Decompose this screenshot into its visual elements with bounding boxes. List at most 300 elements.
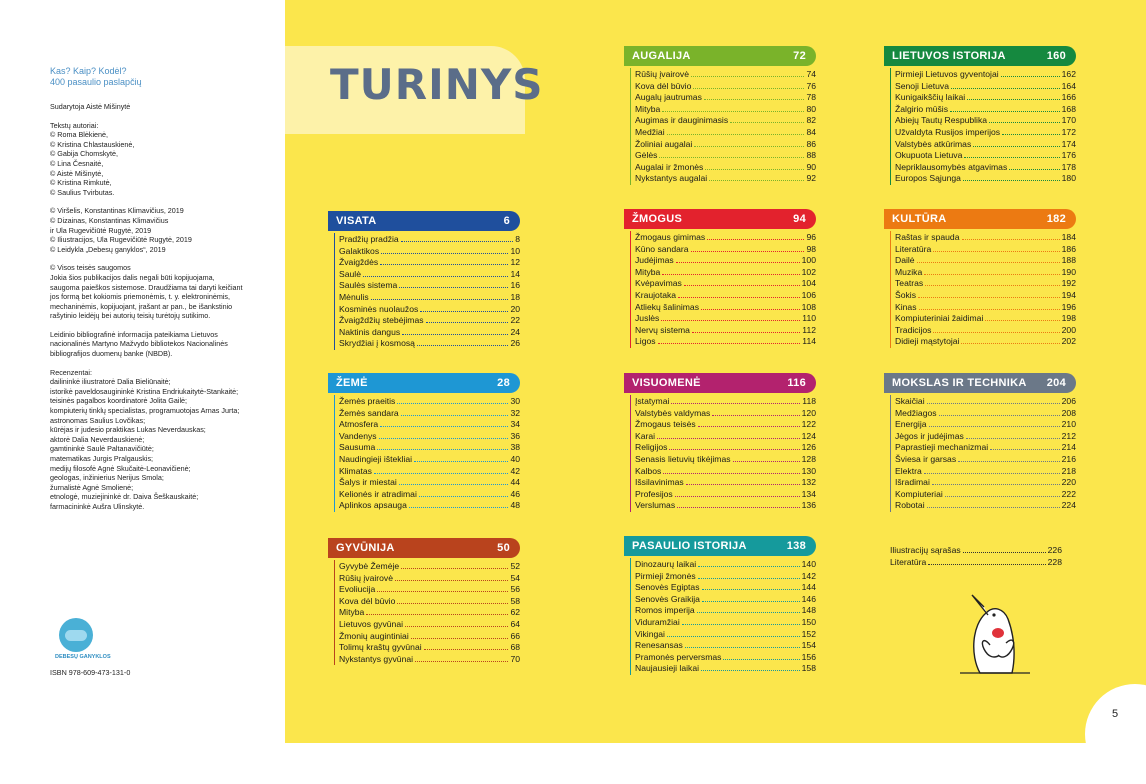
toc-entry[interactable] <box>635 127 816 139</box>
entry-page: 184 <box>1061 232 1076 242</box>
section <box>624 209 816 348</box>
entry-page: 56 <box>510 584 520 595</box>
dot-leader <box>967 99 1059 100</box>
dot-leader <box>693 88 804 89</box>
rights-line: jos formą bet kokiomis priemonėmis, t. y. elektroninėmis, <box>50 292 231 302</box>
toc-entry[interactable] <box>895 442 1076 454</box>
entry-page: 186 <box>1061 243 1076 254</box>
toc-entry[interactable] <box>635 582 816 594</box>
toc-entry[interactable] <box>339 584 520 596</box>
toc-entry[interactable] <box>339 292 520 304</box>
entry-page: 192 <box>1061 278 1076 289</box>
dot-leader <box>932 484 1060 485</box>
entry-title: Žemės sandara <box>339 407 399 418</box>
entry-title: Saulė <box>339 268 361 279</box>
credits-line: © Viršelis, Konstantinas Klimavičius, 2019 <box>50 206 184 216</box>
dot-leader <box>927 403 1060 404</box>
dot-leader <box>401 241 514 242</box>
entry-title: Kunigaikščių laikai <box>895 92 966 103</box>
entry-page: 102 <box>801 266 816 277</box>
rights-notice <box>50 263 275 321</box>
reviewers-line: Recenzentai: <box>50 367 92 377</box>
dot-leader <box>426 322 509 323</box>
entry-title: Pramonės perversmas <box>635 651 722 662</box>
toc-entry[interactable] <box>895 232 1076 244</box>
dot-leader <box>659 157 804 158</box>
dot-leader <box>381 253 508 254</box>
toc-entry[interactable] <box>895 162 1076 174</box>
section-entries <box>334 560 520 665</box>
rights-line: mechaninėmis, kopijuojant, įrašant ar pan., be išankstinio <box>50 301 233 311</box>
toc-entry[interactable] <box>895 255 1076 267</box>
section-page: 6 <box>503 215 510 227</box>
entry-page: 210 <box>1061 419 1076 430</box>
section-header[interactable] <box>624 536 816 556</box>
entry-title: Jėgos ir judėjimas <box>895 430 964 441</box>
toc-entry[interactable] <box>635 267 816 279</box>
entry-title: Elektra <box>895 465 922 476</box>
entry-title: Augimas ir dauginimasis <box>635 115 729 126</box>
toc-entry[interactable] <box>339 654 520 666</box>
toc-entry[interactable] <box>635 419 816 431</box>
entry-title: Galaktikos <box>339 245 380 256</box>
section-title: VISATA <box>336 215 377 227</box>
toc-entry[interactable] <box>635 313 816 325</box>
toc-entry[interactable] <box>635 336 816 348</box>
toc-entry[interactable] <box>895 396 1076 408</box>
entry-title: Literatūra <box>890 556 927 567</box>
toc-entry[interactable] <box>895 127 1076 139</box>
toc-entry[interactable] <box>895 69 1076 81</box>
authors-line: Tekstų autoriai: <box>50 120 99 130</box>
dot-leader <box>661 320 800 321</box>
entry-page: 16 <box>510 280 520 291</box>
toc-entry[interactable] <box>635 629 816 641</box>
entry-page: 164 <box>1061 80 1076 91</box>
toc-entry[interactable] <box>635 278 816 290</box>
dot-leader <box>401 568 508 569</box>
toc-entry[interactable] <box>895 454 1076 466</box>
entry-title: Didieji mąstytojai <box>895 336 960 347</box>
biblio-line: Leidinio bibliografinė informacija pateikiama Lietuvos <box>50 329 218 339</box>
entry-title: Religijos <box>635 442 668 453</box>
rights-line: saugoma paieškos sistemose. Draudžiama tai daryti keičiant <box>50 282 243 292</box>
toc-entry[interactable] <box>895 267 1076 279</box>
imprint-page <box>0 0 285 743</box>
toc-entry[interactable] <box>635 500 816 512</box>
toc-entry[interactable] <box>339 619 520 631</box>
toc-entry[interactable] <box>635 162 816 174</box>
toc-entry[interactable] <box>895 313 1076 325</box>
toc-entry[interactable] <box>635 431 816 443</box>
entry-title: Rūšių įvairovė <box>339 572 393 583</box>
entry-page: 176 <box>1061 150 1076 161</box>
entry-title: Žmonių augintiniai <box>339 630 409 641</box>
toc-entry[interactable] <box>895 92 1076 104</box>
dot-leader <box>417 345 509 346</box>
toc-entry[interactable] <box>339 338 520 350</box>
dot-leader <box>662 274 799 275</box>
dot-leader <box>371 299 509 300</box>
section-entries <box>630 68 816 185</box>
dot-leader <box>958 461 1060 462</box>
toc-entry[interactable] <box>895 290 1076 302</box>
toc-entry[interactable] <box>895 139 1076 151</box>
credits-line: © Leidykla „Debesų ganyklos“, 2019 <box>50 244 166 254</box>
dot-leader <box>709 180 804 181</box>
toc-entry[interactable] <box>339 396 520 408</box>
toc-entry[interactable] <box>339 419 520 431</box>
entry-title: Žvaigždžių stebėjimas <box>339 315 424 326</box>
dot-leader <box>377 449 508 450</box>
dot-leader <box>667 134 805 135</box>
section-header[interactable] <box>624 209 816 229</box>
toc-entry[interactable] <box>339 573 520 585</box>
entry-title: Žvaigždės <box>339 257 379 268</box>
dot-leader <box>691 76 804 77</box>
toc-entry[interactable] <box>635 244 816 256</box>
dot-leader <box>951 88 1060 89</box>
dot-leader <box>397 603 508 604</box>
entry-page: 200 <box>1061 324 1076 335</box>
entry-page: 126 <box>801 442 816 453</box>
entry-title: Raštas ir spauda <box>895 232 960 242</box>
entry-page: 40 <box>510 453 520 464</box>
reviewers-line: žurnalistė Agnė Smolienė; <box>50 482 134 492</box>
toc-entry[interactable] <box>635 104 816 116</box>
dot-leader <box>685 647 800 648</box>
dot-leader <box>675 496 800 497</box>
toc-entry[interactable] <box>635 150 816 162</box>
toc-entry[interactable] <box>895 173 1076 185</box>
reviewers-line: teisinės pagalbos koordinatorė Jolita Gailė; <box>50 396 188 406</box>
section-header[interactable] <box>884 373 1076 393</box>
entry-page: 82 <box>806 115 816 126</box>
dot-leader <box>671 403 800 404</box>
toc-entry[interactable] <box>339 280 520 292</box>
entry-page: 158 <box>801 663 816 674</box>
entry-page: 112 <box>802 324 816 335</box>
entry-title: Tradicijos <box>895 324 932 335</box>
toc-entry[interactable] <box>635 408 816 420</box>
entry-title: Žmogaus gimimas <box>635 232 706 242</box>
toc-entry[interactable] <box>895 477 1076 489</box>
dot-leader <box>702 601 800 602</box>
section-header[interactable] <box>328 538 520 558</box>
entry-title: Valstybės atkūrimas <box>895 138 972 149</box>
section-title: MOKSLAS IR TECHNIKA <box>892 377 1027 389</box>
entry-page: 188 <box>1061 255 1076 266</box>
toc-entry[interactable] <box>895 408 1076 420</box>
authors-line: © Kristina Rimkutė, <box>50 178 112 188</box>
entry-page: 178 <box>1061 161 1076 172</box>
reviewers-line: matematikas Jurgis Pralgauskis; <box>50 454 154 463</box>
entry-title: Tolimų kraštų gyvūnai <box>339 642 422 653</box>
toc-entry[interactable] <box>339 257 520 269</box>
dot-leader <box>705 169 804 170</box>
section-page: 138 <box>786 540 806 552</box>
toc-entry[interactable] <box>895 302 1076 314</box>
entry-title: Renesansas <box>635 640 683 651</box>
entry-title: Romos imperija <box>635 605 695 616</box>
entry-title: Nervų sistema <box>635 324 690 335</box>
section-header[interactable] <box>884 209 1076 229</box>
entry-page: 10 <box>510 245 520 256</box>
entry-title: Verslumas <box>635 500 676 511</box>
entry-page: 100 <box>801 255 816 266</box>
toc-entry[interactable] <box>895 489 1076 501</box>
entry-page: 144 <box>801 582 816 593</box>
toc-entry[interactable] <box>635 232 816 244</box>
entry-page: 30 <box>510 396 520 406</box>
dot-leader <box>380 426 508 427</box>
dot-leader <box>712 415 799 416</box>
entry-title: Profesijos <box>635 488 673 499</box>
toc-entry[interactable] <box>895 81 1076 93</box>
entry-title: Atmosfera <box>339 419 379 430</box>
entry-title: Kelionės ir atradimai <box>339 488 417 499</box>
toc-entry[interactable] <box>635 605 816 617</box>
entry-title: Iliustracijų sąrašas <box>890 545 961 555</box>
entry-page: 166 <box>1061 92 1076 103</box>
entry-title: Užvaldyta Rusijos imperijos <box>895 126 1001 137</box>
toc-entry[interactable] <box>339 408 520 420</box>
globe-icon <box>59 618 93 652</box>
section-entries <box>334 233 520 350</box>
toc-entry[interactable] <box>635 290 816 302</box>
entry-title: Kūno sandara <box>635 243 689 254</box>
entry-page: 194 <box>1061 289 1076 300</box>
entry-title: Mityba <box>635 103 661 114</box>
toc-entry[interactable] <box>635 652 816 664</box>
dot-leader <box>419 496 509 497</box>
entry-title: Dailė <box>895 255 915 266</box>
entry-page: 88 <box>806 150 816 161</box>
toc-entry[interactable] <box>339 642 520 654</box>
entry-title: Atliekų šalinimas <box>635 301 699 312</box>
toc-entry[interactable] <box>635 173 816 185</box>
toc-entry[interactable] <box>895 325 1076 337</box>
dot-leader <box>677 507 800 508</box>
toc-entry[interactable] <box>635 663 816 675</box>
dot-leader <box>374 473 508 474</box>
section-page: 160 <box>1046 50 1066 62</box>
entry-title: Augalų jautrumas <box>635 92 702 103</box>
section-entries <box>630 558 816 675</box>
toc-entry[interactable] <box>339 246 520 258</box>
entry-page: 152 <box>801 628 816 639</box>
toc-entry[interactable] <box>339 269 520 281</box>
reviewers-line: gamtininkė Saulė Paltanavičiūtė; <box>50 444 154 454</box>
entry-page: 226 <box>1047 545 1062 555</box>
dot-leader <box>918 297 1060 298</box>
dot-leader <box>990 449 1060 450</box>
section-header[interactable] <box>328 373 520 393</box>
entry-page: 196 <box>1061 301 1076 312</box>
dot-leader <box>1009 169 1059 170</box>
toc-entry[interactable] <box>339 454 520 466</box>
entry-page: 208 <box>1061 407 1076 418</box>
authors-line: © Lina Česnaitė, <box>50 158 104 168</box>
toc-entry[interactable] <box>339 304 520 316</box>
entry-title: Ligos <box>635 336 656 347</box>
dot-leader <box>933 251 1059 252</box>
authors-line: © Kristina Chlastauskienė, <box>50 139 135 149</box>
entry-title: Robotai <box>895 500 925 511</box>
toc-entry[interactable] <box>895 466 1076 478</box>
toc-entry[interactable] <box>339 315 520 327</box>
toc-entry[interactable] <box>339 596 520 608</box>
entry-page: 24 <box>510 326 520 337</box>
toc-entry[interactable] <box>339 327 520 339</box>
reviewers-line: aktorė Dalia Neverdauskienė; <box>50 434 145 444</box>
dot-leader <box>377 591 508 592</box>
section-header[interactable] <box>328 211 520 231</box>
toc-entry[interactable] <box>635 302 816 314</box>
toc-entry[interactable] <box>635 489 816 501</box>
toc-entry[interactable] <box>890 557 1062 569</box>
entry-page: 58 <box>510 595 520 606</box>
entry-page: 26 <box>510 338 520 349</box>
entry-page: 52 <box>510 561 520 571</box>
toc-entry[interactable] <box>339 489 520 501</box>
toc-entry[interactable] <box>895 244 1076 256</box>
toc-entry[interactable] <box>635 594 816 606</box>
toc-entry[interactable] <box>635 442 816 454</box>
dot-leader <box>702 589 800 590</box>
entry-page: 228 <box>1047 556 1062 567</box>
toc-entry[interactable] <box>339 477 520 489</box>
dot-leader <box>694 146 804 147</box>
toc-entry[interactable] <box>635 115 816 127</box>
entry-title: Muzika <box>895 266 923 277</box>
section-title: LIETUVOS ISTORIJA <box>892 50 1006 62</box>
toc-entry[interactable] <box>635 139 816 151</box>
toc-entry[interactable] <box>635 325 816 337</box>
entry-page: 104 <box>801 278 816 289</box>
entry-title: Medžiagos <box>895 407 937 418</box>
toc-entry[interactable] <box>635 571 816 583</box>
entry-page: 132 <box>801 477 816 488</box>
toc-entry[interactable] <box>339 607 520 619</box>
toc-entry[interactable] <box>339 466 520 478</box>
toc-entry[interactable] <box>635 617 816 629</box>
page-number: 5 <box>1112 708 1119 720</box>
toc-entry[interactable] <box>895 419 1076 431</box>
dot-leader <box>682 624 800 625</box>
toc-entry[interactable] <box>635 255 816 267</box>
toc-entry[interactable] <box>635 396 816 408</box>
toc-entry[interactable] <box>635 640 816 652</box>
entry-page: 198 <box>1061 313 1076 324</box>
toc-entry[interactable] <box>339 561 520 573</box>
entry-page: 142 <box>801 570 816 581</box>
entry-page: 218 <box>1061 465 1076 476</box>
dot-leader <box>924 473 1060 474</box>
reviewers-line: medijų filosofė Agnė Skučaitė-Leonavičienė; <box>50 463 191 473</box>
entry-title: Teatras <box>895 278 924 289</box>
dot-leader <box>379 438 509 439</box>
toc-entry[interactable] <box>635 559 816 571</box>
rights-line: © Visos teisės saugomos <box>50 263 131 273</box>
dot-leader <box>704 99 805 100</box>
toc-entry[interactable] <box>339 631 520 643</box>
dot-leader <box>657 438 800 439</box>
toc-entry[interactable] <box>895 150 1076 162</box>
entry-page: 42 <box>510 465 520 476</box>
dot-leader <box>684 285 800 286</box>
dot-leader <box>380 264 508 265</box>
toc-entry[interactable] <box>635 454 816 466</box>
section <box>328 538 520 665</box>
toc-entry[interactable] <box>635 466 816 478</box>
dot-leader <box>964 157 1059 158</box>
toc-entry[interactable] <box>339 442 520 454</box>
dot-leader <box>919 309 1060 310</box>
dot-leader <box>917 262 1060 263</box>
toc-entry[interactable] <box>635 477 816 489</box>
entry-title: Saulės sistema <box>339 280 398 291</box>
toc-entry[interactable] <box>895 500 1076 512</box>
dot-leader <box>691 251 805 252</box>
toc-entry[interactable] <box>339 431 520 443</box>
section <box>884 373 1076 512</box>
entry-title: Šokis <box>895 289 917 300</box>
entry-page: 222 <box>1061 488 1076 499</box>
entry-page: 86 <box>806 138 816 149</box>
dot-leader <box>686 484 800 485</box>
toc-entry[interactable] <box>890 545 1062 557</box>
toc-entry[interactable] <box>895 336 1076 348</box>
toc-entry[interactable] <box>635 81 816 93</box>
reviewers-line: istorikė paveldosauginink​ė Kristina Endriukaitytė-Stankaitė; <box>50 386 239 396</box>
section-header[interactable] <box>624 373 816 393</box>
dot-leader <box>676 262 800 263</box>
dot-leader <box>924 274 1059 275</box>
section-header[interactable] <box>624 46 816 66</box>
dot-leader <box>399 484 509 485</box>
toc-entry[interactable] <box>635 69 816 81</box>
toc-entry[interactable] <box>895 104 1076 116</box>
entry-page: 180 <box>1061 173 1076 184</box>
dot-leader <box>945 496 1060 497</box>
dot-leader <box>966 438 1060 439</box>
reviewers-line: astronomas Saulius Lovčikas; <box>50 415 146 425</box>
entry-title: Pirmieji Lietuvos gyventojai <box>895 69 999 79</box>
dot-leader <box>939 415 1060 416</box>
dot-leader <box>962 239 1060 240</box>
dot-leader <box>989 122 1060 123</box>
toc-entry[interactable] <box>635 92 816 104</box>
dot-leader <box>363 276 508 277</box>
entry-title: Mityba <box>635 266 661 277</box>
toc-entry[interactable] <box>895 115 1076 127</box>
toc-entry[interactable] <box>895 431 1076 443</box>
authors-line: © Aistė Mišinytė, <box>50 168 104 178</box>
dot-leader <box>698 566 800 567</box>
entry-title: Naktinis dangus <box>339 326 401 337</box>
toc-entry[interactable] <box>895 278 1076 290</box>
entry-page: 120 <box>801 407 816 418</box>
section-title: AUGALIJA <box>632 50 691 62</box>
toc-entry[interactable] <box>339 234 520 246</box>
section-entries <box>890 231 1076 348</box>
toc-entry[interactable] <box>339 500 520 512</box>
dot-leader <box>950 111 1060 112</box>
entry-page: 202 <box>1061 336 1076 347</box>
section-header[interactable] <box>884 46 1076 66</box>
entry-title: Kalbos <box>635 465 662 476</box>
